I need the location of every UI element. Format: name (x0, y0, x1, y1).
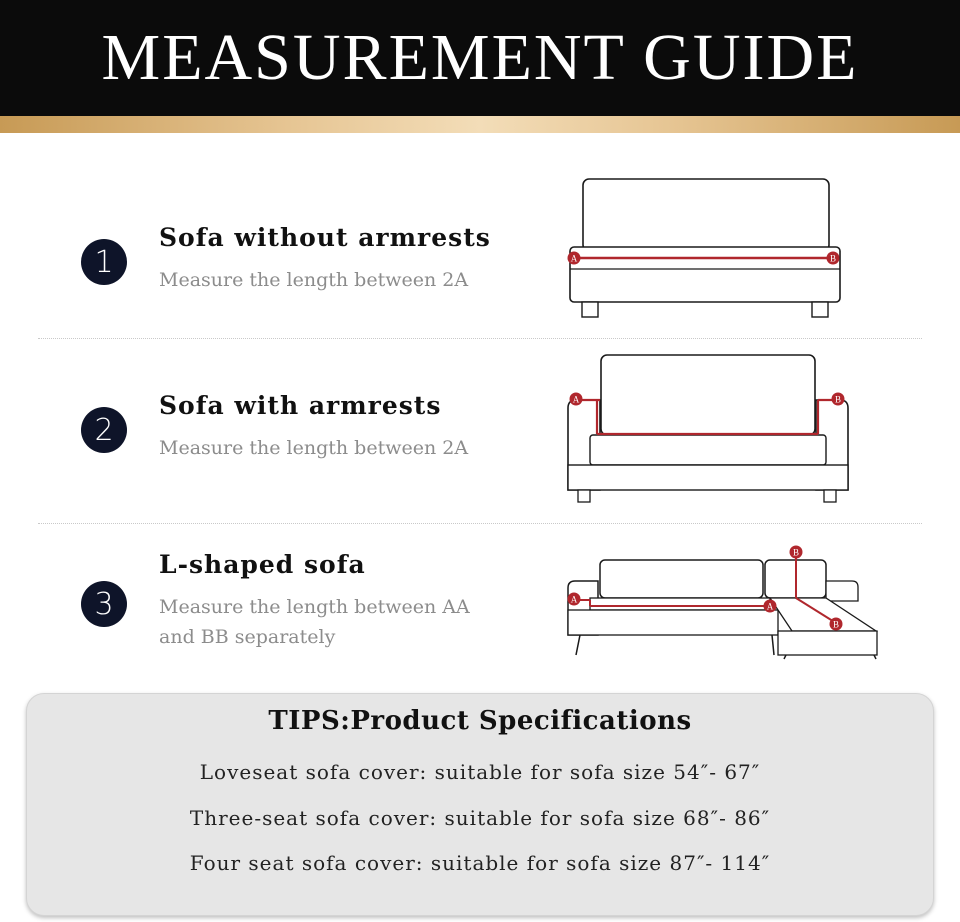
marker-a: A (572, 394, 580, 405)
marker-a: A (766, 601, 774, 612)
description-line: Measure the length between AA (159, 596, 470, 618)
marker-a: A (570, 594, 578, 605)
step-title: Sofa with armrests (159, 391, 442, 420)
step-description (159, 265, 489, 295)
l-shaped-sofa-icon (560, 543, 885, 661)
step-title: L-shaped sofa (159, 550, 366, 579)
description-line: Measure the length between 2A (159, 269, 469, 291)
sofa-without-armrests-icon (560, 175, 850, 325)
step-sofa-without-armrests (0, 160, 960, 340)
step-sofa-with-armrests (0, 340, 960, 520)
marker-b: B (832, 619, 840, 630)
page-title: MEASUREMENT GUIDE (101, 21, 859, 94)
spec-four-seat: Four seat sofa cover: suitable for sofa size 87″- 114″ (189, 851, 771, 875)
marker-b: B (829, 253, 837, 264)
section-divider (38, 338, 922, 339)
gold-accent-band (0, 116, 960, 133)
section-divider (38, 523, 922, 524)
step-number-badge: 1 (81, 239, 127, 285)
spec-three-seat: Three-seat sofa cover: suitable for sofa size 68″- 86″ (189, 806, 771, 830)
tips-panel (26, 693, 934, 916)
step-description (159, 592, 489, 652)
description-line: and BB separately (159, 626, 336, 648)
marker-b: B (834, 394, 842, 405)
header-banner (0, 0, 960, 116)
description-line: Measure the length between 2A (159, 437, 469, 459)
marker-b: B (792, 547, 800, 558)
tips-title: TIPS:Product Specifications (268, 706, 692, 736)
marker-a: A (570, 253, 578, 264)
step-title: Sofa without armrests (159, 223, 491, 252)
step-number-badge: 3 (81, 581, 127, 627)
sofa-with-armrests-icon (560, 350, 860, 510)
step-description (159, 433, 489, 463)
step-number-badge: 2 (81, 407, 127, 453)
step-l-shaped-sofa (0, 525, 960, 685)
spec-loveseat: Loveseat sofa cover: suitable for sofa size 54″- 67″ (199, 760, 761, 784)
